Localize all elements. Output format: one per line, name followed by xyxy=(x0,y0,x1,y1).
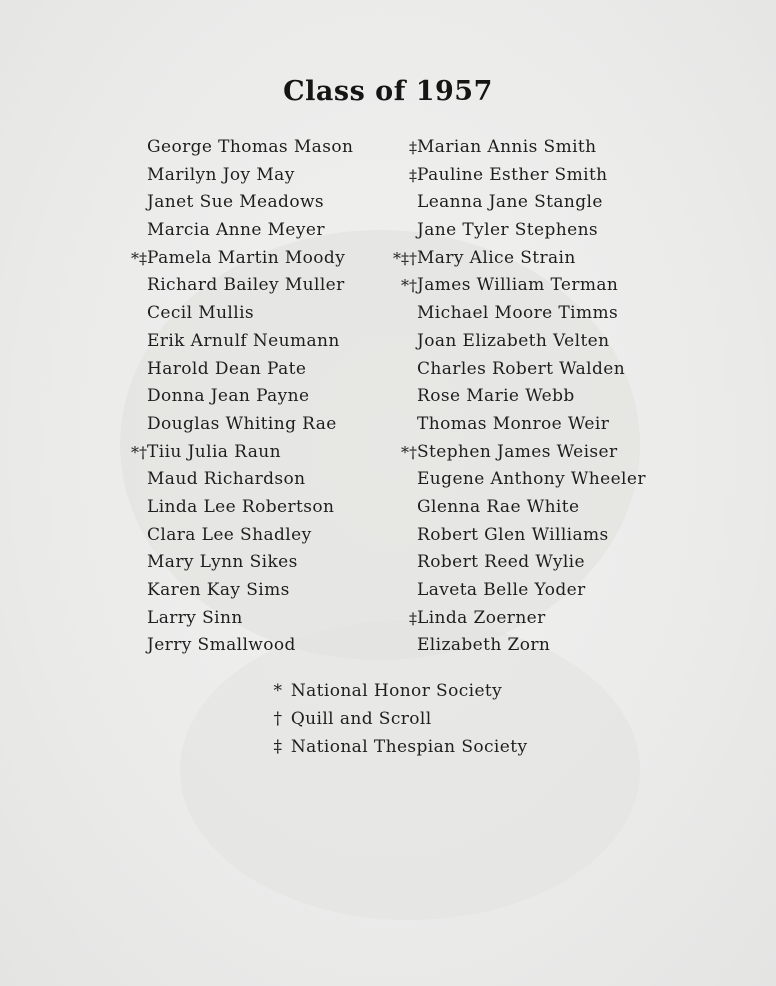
honor-marks: ‡ xyxy=(409,608,417,628)
graduate-name xyxy=(128,632,353,660)
honor-marks: *‡ xyxy=(131,248,147,268)
graduate-name-text: Stephen James Weiser xyxy=(417,441,618,462)
graduate-name xyxy=(128,549,353,577)
graduate-name xyxy=(128,162,353,190)
legend-label: National Honor Society xyxy=(290,681,503,701)
graduate-name-text: Janet Sue Meadows xyxy=(147,192,325,213)
honor-marks: *† xyxy=(131,442,147,462)
legend-item xyxy=(271,677,527,705)
graduate-name xyxy=(398,549,646,577)
graduate-name xyxy=(398,439,646,467)
graduate-name xyxy=(398,605,646,633)
graduate-name-text: Maud Richardson xyxy=(147,469,306,490)
graduate-name xyxy=(398,300,646,328)
graduate-name xyxy=(128,522,353,550)
graduate-name xyxy=(398,411,646,439)
graduate-name-text: Marian Annis Smith xyxy=(417,137,597,157)
graduate-name-text: James William Terman xyxy=(417,275,619,296)
graduate-name-text: Jerry Smallwood xyxy=(147,635,296,656)
graduate-name xyxy=(128,466,353,494)
graduate-name xyxy=(128,189,353,217)
graduate-name-text: Pauline Esther Smith xyxy=(417,164,608,185)
graduate-name-text: Richard Bailey Muller xyxy=(147,275,345,296)
honor-marks: *‡† xyxy=(393,248,417,268)
graduate-name-text: Laveta Belle Yoder xyxy=(417,580,586,600)
legend-label: Quill and Scroll xyxy=(290,709,432,729)
graduate-name xyxy=(128,439,353,467)
graduate-name-text: Clara Lee Shadley xyxy=(147,524,312,545)
honor-marks: ‡ xyxy=(409,165,417,185)
graduate-name xyxy=(128,300,353,328)
graduate-name-text: Robert Glen Williams xyxy=(417,524,609,545)
graduate-name-text: Glenna Rae White xyxy=(417,496,580,517)
graduate-name xyxy=(398,466,646,494)
graduate-name-text: Karen Kay Sims xyxy=(147,580,290,600)
graduate-name-text: Linda Lee Robertson xyxy=(147,496,335,517)
graduate-name xyxy=(398,632,646,660)
graduate-name-text: Cecil Mullis xyxy=(147,303,255,324)
graduate-name-text: Marilyn Joy May xyxy=(147,164,295,185)
honor-marks: *† xyxy=(401,276,417,296)
graduate-name xyxy=(398,328,646,356)
graduate-name-text: Michael Moore Timms xyxy=(417,303,619,324)
graduate-name-text: Erik Arnulf Neumann xyxy=(147,330,340,351)
graduate-name-text: Leanna Jane Stangle xyxy=(417,192,603,213)
bleed-through-shadow xyxy=(180,620,640,920)
graduate-name-text: George Thomas Mason xyxy=(147,137,354,157)
graduate-name xyxy=(128,134,353,162)
legend-symbol: † xyxy=(273,709,283,729)
graduate-name xyxy=(128,272,353,300)
legend-symbol: ‡ xyxy=(273,737,283,757)
honor-marks: ‡ xyxy=(409,138,417,157)
graduate-name-text: Mary Lynn Sikes xyxy=(147,552,298,573)
graduate-name-text: Harold Dean Pate xyxy=(147,358,307,379)
graduate-name-text: Larry Sinn xyxy=(147,607,243,628)
graduate-name-text: Tiiu Julia Raun xyxy=(147,441,281,462)
graduate-name xyxy=(128,494,353,522)
page-title: Class of 1957 xyxy=(283,76,493,107)
graduate-name-text: Mary Alice Strain xyxy=(417,247,576,268)
graduate-name-text: Jane Tyler Stephens xyxy=(417,220,599,241)
graduate-name-text: Eugene Anthony Wheeler xyxy=(417,469,646,490)
graduate-name-text: Elizabeth Zorn xyxy=(417,635,551,656)
graduate-name-text: Douglas Whiting Rae xyxy=(147,413,337,434)
graduate-name-text: Joan Elizabeth Velten xyxy=(417,330,610,351)
honors-legend xyxy=(271,677,527,761)
graduate-name xyxy=(128,411,353,439)
graduate-name xyxy=(398,383,646,411)
graduate-name-text: Pamela Martin Moody xyxy=(147,247,346,268)
graduate-name xyxy=(398,189,646,217)
graduate-name xyxy=(398,272,646,300)
graduate-name xyxy=(398,134,646,162)
graduate-name xyxy=(128,605,353,633)
legend-item xyxy=(271,705,527,733)
graduate-name-text: Thomas Monroe Weir xyxy=(417,413,610,434)
graduate-name xyxy=(393,245,646,273)
graduate-name-text: Robert Reed Wylie xyxy=(417,552,585,573)
graduate-name-text: Donna Jean Payne xyxy=(147,386,310,407)
graduate-name xyxy=(398,356,646,384)
graduate-name xyxy=(398,522,646,550)
graduate-name xyxy=(128,245,353,273)
names-column-right xyxy=(393,134,646,660)
graduate-name-text: Linda Zoerner xyxy=(417,607,546,628)
graduate-name xyxy=(398,494,646,522)
graduate-name xyxy=(398,217,646,245)
names-column-left xyxy=(128,134,353,660)
graduate-name-text: Marcia Anne Meyer xyxy=(147,220,325,241)
graduate-name xyxy=(128,356,353,384)
graduate-name xyxy=(128,217,353,245)
legend-label: National Thespian Society xyxy=(290,737,528,757)
legend-symbol: * xyxy=(273,681,283,701)
graduate-name xyxy=(398,577,646,605)
graduate-name xyxy=(398,162,646,190)
graduate-name-text: Charles Robert Walden xyxy=(417,358,626,379)
graduate-name-text: Rose Marie Webb xyxy=(417,386,575,407)
honor-marks: *† xyxy=(401,442,417,462)
legend-item xyxy=(271,733,527,761)
graduate-name xyxy=(128,383,353,411)
graduate-name xyxy=(128,328,353,356)
graduate-name xyxy=(128,577,353,605)
